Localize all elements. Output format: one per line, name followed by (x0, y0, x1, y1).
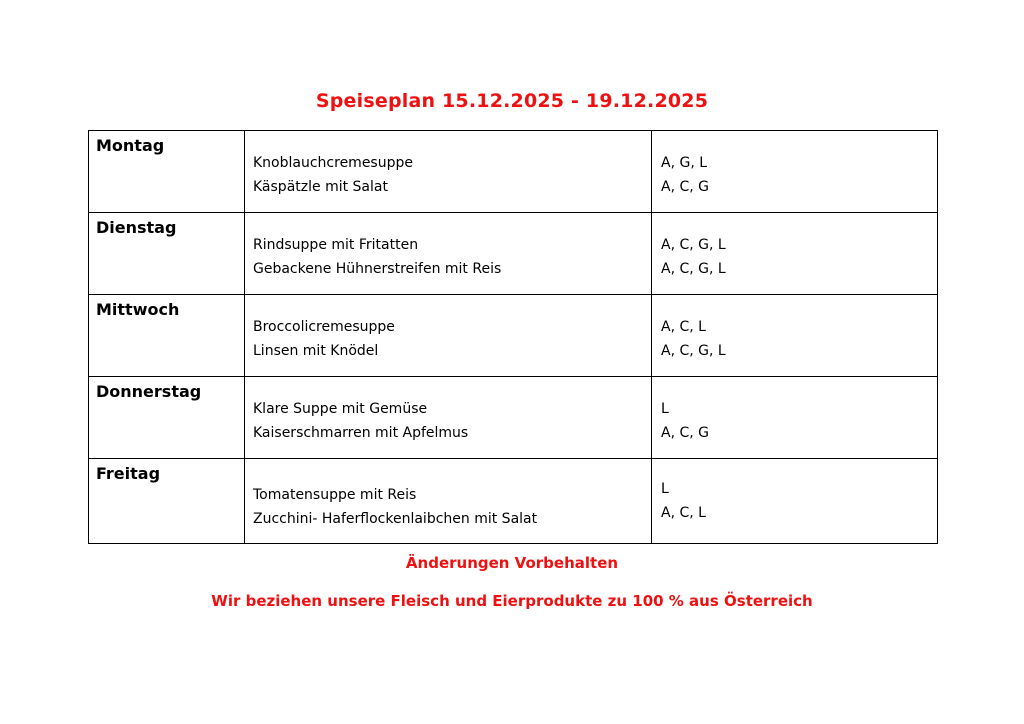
day-label: Mittwoch (96, 300, 180, 319)
allergens-cell (652, 459, 938, 544)
soup-item: Klare Suppe mit Gemüse (253, 401, 428, 417)
day-label: Dienstag (96, 218, 177, 237)
soup-allergens: L (661, 481, 669, 497)
allergens-cell (652, 131, 938, 213)
main-dish-item: Käspätzle mit Salat (253, 179, 388, 195)
soup-item: Broccolicremesuppe (253, 319, 395, 335)
dishes-cell (245, 213, 652, 295)
allergens-cell (652, 295, 938, 377)
dishes-cell (245, 377, 652, 459)
day-cell (89, 459, 245, 544)
dishes-cell (245, 459, 652, 544)
main-dish-allergens: A, C, G, L (661, 343, 726, 359)
soup-item: Tomatensuppe mit Reis (253, 487, 417, 503)
table-row-wednesday (89, 295, 938, 377)
main-dish-allergens: A, C, G (661, 425, 710, 441)
day-label: Freitag (96, 464, 161, 483)
day-label: Montag (96, 136, 165, 155)
main-dish-item: Zucchini- Haferflockenlaibchen mit Salat (253, 511, 538, 527)
allergens-cell (652, 213, 938, 295)
main-dish-item: Linsen mit Knödel (253, 343, 379, 359)
dishes-cell (245, 295, 652, 377)
table-row-thursday (89, 377, 938, 459)
page-title: Speiseplan 15.12.2025 - 19.12.2025 (315, 90, 709, 112)
day-label: Donnerstag (96, 382, 202, 401)
menu-table (88, 130, 938, 544)
soup-allergens: L (661, 401, 669, 417)
soup-allergens: A, G, L (661, 155, 708, 171)
allergens-cell (652, 377, 938, 459)
day-cell (89, 213, 245, 295)
day-cell (89, 377, 245, 459)
table-row-monday (89, 131, 938, 213)
soup-item: Knoblauchcremesuppe (253, 155, 413, 171)
day-cell (89, 131, 245, 213)
day-cell (89, 295, 245, 377)
table-row-friday (89, 459, 938, 544)
main-dish-item: Kaiserschmarren mit Apfelmus (253, 425, 469, 441)
main-dish-allergens: A, C, G (661, 179, 710, 195)
origin-note: Wir beziehen unsere Fleisch und Eierprodukte zu 100 % aus Österreich (211, 592, 813, 610)
soup-item: Rindsuppe mit Fritatten (253, 237, 419, 253)
main-dish-allergens: A, C, G, L (661, 261, 726, 277)
soup-allergens: A, C, L (661, 319, 706, 335)
dishes-cell (245, 131, 652, 213)
soup-allergens: A, C, G, L (661, 237, 726, 253)
main-dish-allergens: A, C, L (661, 505, 706, 521)
main-dish-item: Gebackene Hühnerstreifen mit Reis (253, 261, 502, 277)
table-row-tuesday (89, 213, 938, 295)
changes-note: Änderungen Vorbehalten (405, 554, 619, 572)
